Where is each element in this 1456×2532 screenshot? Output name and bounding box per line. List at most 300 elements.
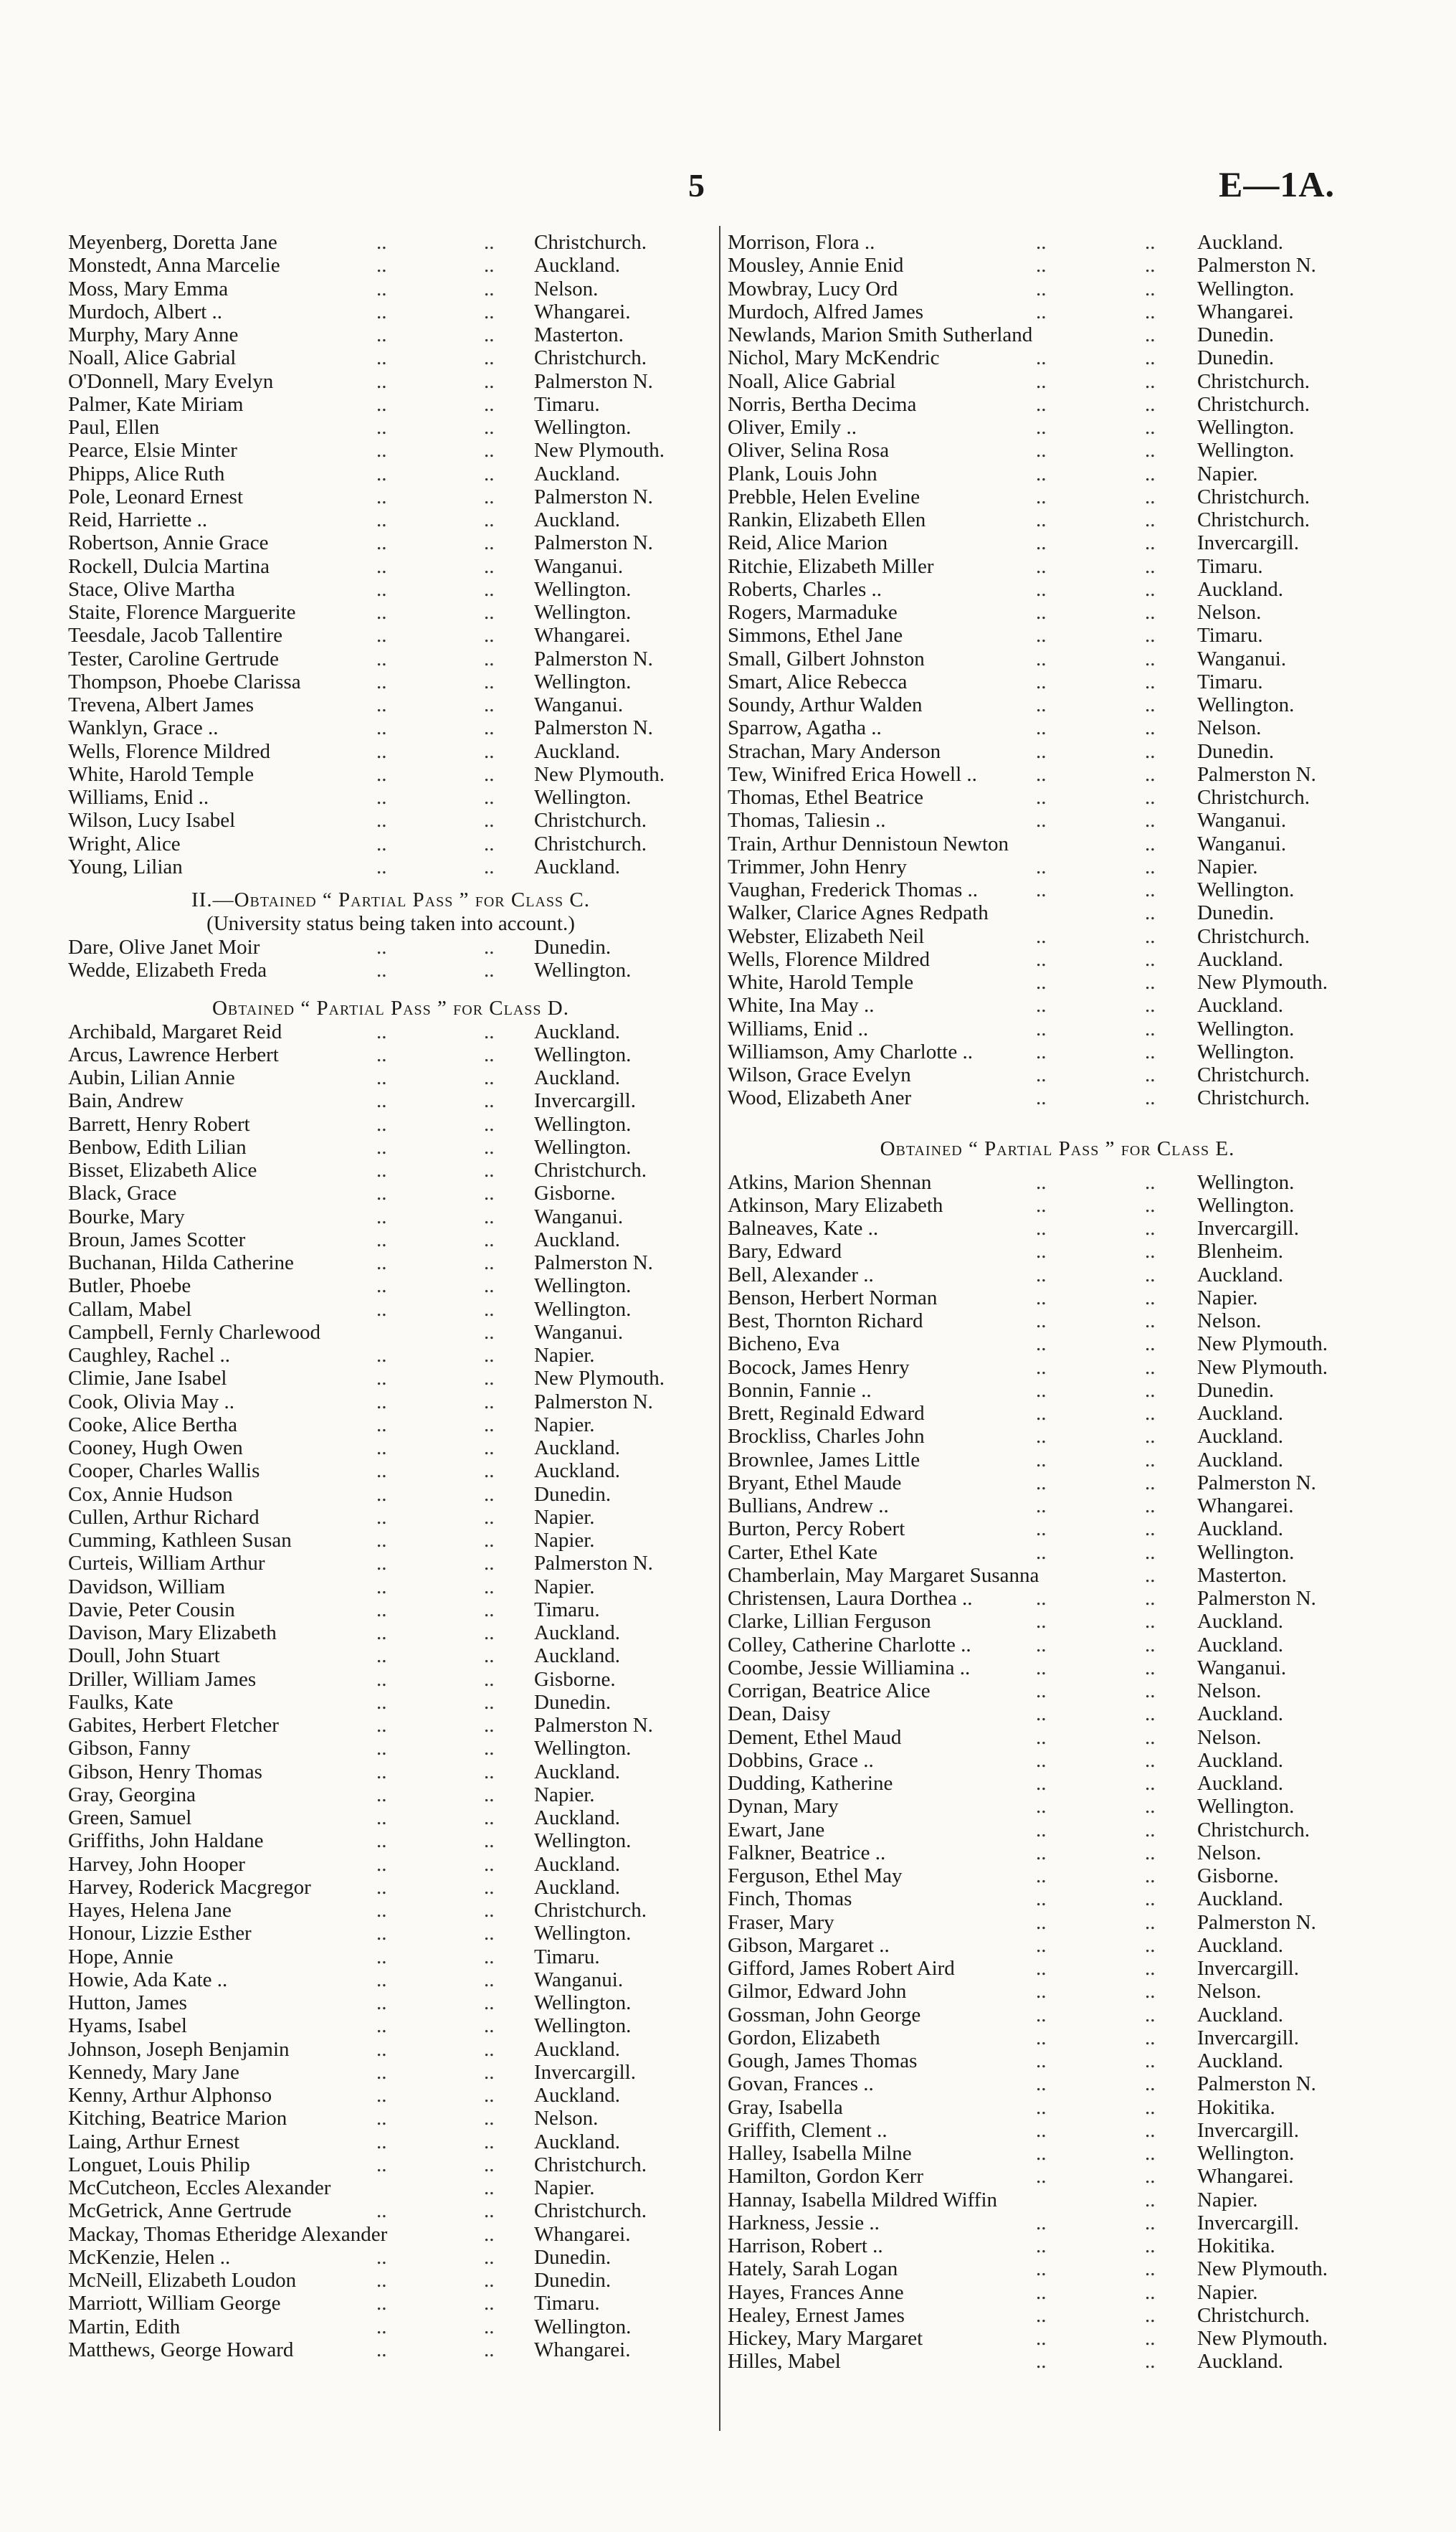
entry-place: Auckland. [534, 2130, 620, 2153]
entry-name: Finch, Thomas [728, 1887, 852, 1911]
entry-place: Hokitika. [1197, 2234, 1275, 2257]
leader-dots: .. [1036, 1355, 1047, 1379]
entry-place: Palmerston N. [534, 647, 653, 670]
list-entry [68, 1089, 713, 1112]
list-entry [728, 855, 1387, 878]
entry-place: Wanganui. [1197, 832, 1287, 855]
entry-place: New Plymouth. [534, 439, 665, 463]
leader-dots: .. [376, 1690, 387, 1714]
list-entry [728, 439, 1387, 462]
entry-place: Dunedin. [534, 2269, 612, 2292]
leader-dots: .. [376, 1505, 387, 1529]
leader-dots: .. [1145, 739, 1156, 763]
leader-dots: .. [484, 1667, 495, 1691]
leader-dots: .. [376, 1760, 387, 1783]
leader-dots: .. [484, 1714, 495, 1737]
leader-dots: .. [1145, 901, 1156, 925]
leader-dots: .. [376, 1020, 387, 1043]
leader-dots: .. [484, 2245, 495, 2269]
entry-place: Dunedin. [534, 2245, 612, 2269]
entry-place: Auckland. [1197, 2350, 1283, 2374]
entry-name: Harkness, Jessie .. [728, 2211, 880, 2234]
entry-place: Auckland. [1197, 1702, 1283, 1726]
leader-dots: .. [376, 392, 387, 416]
leader-dots: .. [1145, 1587, 1156, 1610]
leader-dots: .. [484, 1575, 495, 1598]
leader-dots: .. [1145, 716, 1156, 740]
list-entry [728, 2257, 1387, 2280]
leader-dots: .. [484, 1066, 495, 1089]
leader-dots: .. [1036, 624, 1047, 648]
leader-dots: .. [484, 1043, 495, 1066]
entry-place: Christchurch. [1197, 2303, 1310, 2327]
list-entry [728, 2004, 1387, 2026]
entry-place: Wellington. [534, 1135, 632, 1159]
list-entry [68, 1205, 713, 1228]
list-entry [68, 1436, 713, 1459]
entry-name: Hope, Annie [68, 1945, 173, 1968]
entry-name: Wedde, Elizabeth Freda [68, 959, 267, 982]
entry-place: New Plymouth. [1197, 1355, 1328, 1379]
entry-name: Ewart, Jane [728, 1818, 825, 1841]
entry-place: Auckland. [534, 1852, 620, 1876]
entry-name: Sparrow, Agatha .. [728, 716, 882, 740]
column-divider [719, 226, 720, 2431]
leader-dots: .. [1036, 1017, 1047, 1040]
leader-dots: .. [1145, 994, 1156, 1018]
entry-name: Davie, Peter Cousin [68, 1598, 235, 1621]
leader-dots: .. [1145, 624, 1156, 648]
entry-name: Rogers, Marmaduke [728, 601, 898, 624]
entry-name: Bell, Alexander .. [728, 1263, 874, 1286]
leader-dots: .. [376, 2014, 387, 2038]
entry-name: Atkins, Marion Shennan [728, 1170, 932, 1194]
leader-dots: .. [484, 670, 495, 693]
list-entry [728, 278, 1387, 300]
leader-dots: .. [1036, 878, 1047, 901]
leader-dots: .. [376, 1297, 387, 1321]
leader-dots: .. [1145, 1864, 1156, 1887]
entry-place: Wellington. [1197, 1170, 1295, 1194]
leader-dots: .. [1036, 971, 1047, 994]
leader-dots: .. [1145, 2303, 1156, 2327]
leader-dots: .. [1145, 2211, 1156, 2234]
leader-dots: .. [484, 462, 495, 485]
leader-dots: .. [376, 1482, 387, 1506]
list-entry [728, 925, 1387, 948]
leader-dots: .. [376, 1922, 387, 1945]
leader-dots: .. [1145, 231, 1156, 254]
entry-place: Auckland. [1197, 2003, 1283, 2026]
leader-dots: .. [376, 2037, 387, 2061]
leader-dots: .. [1036, 1887, 1047, 1911]
entry-place: Auckland. [1197, 1402, 1283, 1425]
list-entry [68, 463, 713, 485]
entry-name: Harvey, John Hooper [68, 1852, 245, 1876]
leader-dots: .. [376, 1875, 387, 1899]
list-entry [728, 1841, 1387, 1864]
list-entry [728, 1517, 1387, 1540]
entry-name: Noall, Alice Gabrial [68, 346, 237, 370]
list-entry [68, 346, 713, 369]
entry-name: Gray, Isabella [728, 2095, 843, 2119]
list-entry [728, 1402, 1387, 1425]
leader-dots: .. [484, 1598, 495, 1621]
entry-name: McGetrick, Anne Gertrude [68, 2199, 292, 2223]
leader-dots: .. [376, 1135, 387, 1159]
entry-name: Falkner, Beatrice .. [728, 1841, 886, 1864]
entry-place: Palmerston N. [534, 531, 653, 555]
leader-dots: .. [484, 693, 495, 716]
entry-place: Palmerston N. [1197, 2072, 1316, 2096]
entry-place: Wellington. [534, 1922, 632, 1945]
entry-place: Wellington. [1197, 277, 1295, 300]
leader-dots: .. [484, 1459, 495, 1483]
entry-name: Bocock, James Henry [728, 1355, 910, 1379]
leader-dots: .. [484, 577, 495, 601]
list-entry [68, 254, 713, 277]
entry-place: Wellington. [534, 670, 632, 693]
entry-place: Whangarei. [534, 2338, 631, 2361]
entry-place: Auckland. [534, 2037, 620, 2061]
entry-name: Moss, Mary Emma [68, 277, 229, 300]
entry-place: Auckland. [534, 739, 620, 763]
leader-dots: .. [484, 1783, 495, 1806]
entry-place: Nelson. [1197, 1841, 1262, 1864]
list-entry [728, 670, 1387, 693]
leader-dots: .. [1036, 2211, 1047, 2234]
entry-place: Auckland. [534, 1644, 620, 1668]
leader-dots: .. [376, 254, 387, 278]
leader-dots: .. [1036, 1425, 1047, 1448]
entry-name: Broun, James Scotter [68, 1228, 246, 1251]
leader-dots: .. [1036, 346, 1047, 370]
leader-dots: .. [1036, 1517, 1047, 1541]
list-entry [728, 1040, 1387, 1063]
entry-name: Murdoch, Albert .. [68, 300, 223, 323]
leader-dots: .. [1145, 369, 1156, 393]
list-entry [728, 2211, 1387, 2234]
leader-dots: .. [484, 601, 495, 624]
entry-name: Wright, Alice [68, 832, 181, 855]
list-entry [728, 1263, 1387, 1286]
list-entry [68, 624, 713, 647]
entry-name: Ferguson, Ethel May [728, 1864, 903, 1887]
leader-dots: .. [376, 1945, 387, 1968]
entry-name: Chamberlain, May Margaret Susanna [728, 1563, 1039, 1587]
list-entry [68, 1783, 713, 1806]
list-entry [68, 959, 713, 982]
entry-name: Hilles, Mabel [728, 2350, 841, 2374]
list-entry [68, 1714, 713, 1737]
leader-dots: .. [1145, 254, 1156, 278]
entry-name: Bisset, Elizabeth Alice [68, 1159, 257, 1182]
leader-dots: .. [1145, 2003, 1156, 2026]
entry-name: White, Harold Temple [728, 971, 914, 994]
entry-name: Driller, William James [68, 1667, 257, 1691]
entry-name: Robertson, Annie Grace [68, 531, 269, 555]
leader-dots: .. [376, 2084, 387, 2107]
list-entry [68, 648, 713, 670]
entry-name: Soundy, Arthur Walden [728, 693, 923, 716]
entry-name: Bary, Edward [728, 1240, 842, 1263]
entry-place: Wanganui. [534, 1205, 624, 1228]
leader-dots: .. [376, 1274, 387, 1298]
entry-name: Curteis, William Arthur [68, 1552, 265, 1575]
list-entry [68, 1760, 713, 1783]
entry-name: Murdoch, Alfred James [728, 300, 924, 323]
leader-dots: .. [484, 1089, 495, 1113]
leader-dots: .. [484, 1621, 495, 1644]
list-entry [68, 393, 713, 416]
list-entry [68, 2269, 713, 2292]
list-entry [728, 1726, 1387, 1749]
leader-dots: .. [484, 1390, 495, 1413]
leader-dots: .. [1145, 1402, 1156, 1425]
leader-dots: .. [1036, 554, 1047, 578]
list-entry [68, 555, 713, 578]
entry-place: Wanganui. [1197, 647, 1287, 670]
leader-dots: .. [484, 300, 495, 323]
list-entry [68, 1621, 713, 1644]
entry-name: Gibson, Henry Thomas [68, 1760, 262, 1783]
list-entry [68, 763, 713, 786]
leader-dots: .. [376, 601, 387, 624]
entry-place: Auckland. [534, 2084, 620, 2107]
leader-dots: .. [484, 2222, 495, 2246]
list-entry [68, 1459, 713, 1482]
entry-place: Palmerston N. [534, 716, 653, 740]
list-entry [728, 485, 1387, 508]
entry-name: Wanklyn, Grace .. [68, 716, 219, 740]
leader-dots: .. [1145, 947, 1156, 971]
list-entry [68, 2315, 713, 2338]
entry-place: Wellington. [534, 959, 632, 982]
leader-dots: .. [376, 1598, 387, 1621]
list-entry [728, 1063, 1387, 1086]
entry-name: Davidson, William [68, 1575, 226, 1598]
entry-name: Longuet, Louis Philip [68, 2153, 250, 2176]
leader-dots: .. [484, 1320, 495, 1344]
leader-dots: .. [484, 1529, 495, 1552]
entry-name: Coombe, Jessie Williamina .. [728, 1656, 971, 1679]
leader-dots: .. [376, 1066, 387, 1089]
class-e-list [728, 1171, 1387, 2374]
entry-place: New Plymouth. [1197, 2257, 1328, 2281]
entry-place: Dunedin. [534, 1690, 612, 1714]
entry-name: Strachan, Mary Anderson [728, 739, 941, 763]
entry-name: Griffith, Clement .. [728, 2118, 888, 2142]
entry-place: Christchurch. [1197, 485, 1310, 508]
leader-dots: .. [484, 1228, 495, 1251]
list-entry [68, 1552, 713, 1575]
leader-dots: .. [1036, 2095, 1047, 2119]
list-entry [68, 2130, 713, 2153]
list-entry [728, 1494, 1387, 1517]
leader-dots: .. [484, 1297, 495, 1321]
leader-dots: .. [1036, 809, 1047, 833]
entry-place: Napier. [534, 2176, 595, 2199]
entry-name: Oliver, Emily .. [728, 416, 857, 439]
entry-name: Campbell, Fernly Charlewood [68, 1320, 320, 1344]
right-column [728, 231, 1387, 2374]
entry-name: Nichol, Mary McKendric [728, 346, 940, 370]
entry-place: Wanganui. [534, 1968, 624, 1991]
leader-dots: .. [484, 647, 495, 670]
leader-dots: .. [376, 1205, 387, 1228]
list-entry [728, 1425, 1387, 1448]
entry-place: Wanganui. [1197, 1656, 1287, 1679]
entry-place: Wanganui. [1197, 809, 1287, 833]
leader-dots: .. [484, 855, 495, 878]
entry-place: Palmerston N. [534, 1552, 653, 1575]
list-entry [728, 1541, 1387, 1564]
entry-name: Phipps, Alice Ruth [68, 462, 225, 485]
leader-dots: .. [1145, 508, 1156, 531]
leader-dots: .. [1145, 1933, 1156, 1957]
list-entry [68, 1344, 713, 1367]
entry-name: Rockell, Dulcia Martina [68, 554, 270, 578]
entry-name: Hamilton, Gordon Kerr [728, 2165, 924, 2189]
list-entry [728, 1332, 1387, 1355]
list-entry [728, 948, 1387, 971]
leader-dots: .. [376, 2060, 387, 2084]
leader-dots: .. [1036, 1795, 1047, 1819]
entry-place: Auckland. [1197, 2049, 1283, 2072]
page-number: 5 [688, 167, 705, 204]
entry-place: Christchurch. [534, 231, 647, 254]
leader-dots: .. [1145, 1240, 1156, 1263]
entry-name: Christensen, Laura Dorthea .. [728, 1587, 973, 1610]
list-entry [728, 1471, 1387, 1494]
leader-dots: .. [1036, 1063, 1047, 1086]
leader-dots: .. [1145, 670, 1156, 693]
left-list-continued [68, 231, 713, 878]
leader-dots: .. [1036, 1193, 1047, 1217]
leader-dots: .. [376, 1459, 387, 1483]
class-c-list [68, 936, 713, 982]
entry-place: Palmerston N. [1197, 1471, 1316, 1494]
entry-name: Hayes, Helena Jane [68, 1899, 232, 1922]
leader-dots: .. [376, 1852, 387, 1876]
entry-name: Davison, Mary Elizabeth [68, 1621, 277, 1644]
leader-dots: .. [1145, 1332, 1156, 1356]
list-entry [728, 1217, 1387, 1240]
entry-name: Green, Samuel [68, 1806, 192, 1829]
list-entry [68, 1043, 713, 1066]
entry-place: Wellington. [1197, 416, 1295, 439]
entry-place: Palmerston N. [534, 1251, 653, 1274]
leader-dots: .. [484, 1760, 495, 1783]
entry-place: Invercargill. [1197, 2118, 1299, 2142]
list-entry [68, 2246, 713, 2269]
leader-dots: .. [376, 231, 387, 254]
entry-place: Gisborne. [1197, 1864, 1279, 1887]
entry-place: Auckland. [534, 1066, 620, 1089]
leader-dots: .. [1036, 2072, 1047, 2096]
entry-name: Howie, Ada Kate .. [68, 1968, 228, 1991]
leader-dots: .. [376, 693, 387, 716]
list-entry [68, 1113, 713, 1136]
entry-name: Harvey, Roderick Macgregor [68, 1875, 311, 1899]
class-c-subheading: (University status being taken into account.) [206, 912, 575, 935]
list-entry [728, 463, 1387, 485]
entry-name: Harrison, Robert .. [728, 2234, 883, 2257]
list-entry [728, 1448, 1387, 1471]
leader-dots: .. [484, 2315, 495, 2338]
entry-name: Tester, Caroline Gertrude [68, 647, 279, 670]
leader-dots: .. [376, 762, 387, 786]
leader-dots: .. [376, 1552, 387, 1575]
leader-dots: .. [1145, 1086, 1156, 1110]
list-entry [68, 1922, 713, 1945]
entry-name: Bryant, Ethel Maude [728, 1471, 902, 1494]
list-entry [68, 1182, 713, 1205]
leader-dots: .. [1145, 1471, 1156, 1494]
leader-dots: .. [376, 2199, 387, 2223]
entry-name: Trimmer, John Henry [728, 855, 907, 878]
leader-dots: .. [1145, 2280, 1156, 2304]
leader-dots: .. [1036, 1170, 1047, 1194]
entry-name: Benson, Herbert Norman [728, 1286, 938, 1309]
entry-name: Caughley, Rachel .. [68, 1344, 231, 1367]
list-entry [68, 2199, 713, 2222]
list-entry [68, 601, 713, 624]
entry-place: Masterton. [1197, 1563, 1287, 1587]
list-entry [728, 624, 1387, 647]
entry-place: Auckland. [1197, 1748, 1283, 1772]
list-entry [728, 1634, 1387, 1656]
list-entry [728, 2142, 1387, 2165]
leader-dots: .. [376, 577, 387, 601]
leader-dots: .. [1145, 762, 1156, 786]
entry-place: Palmerston N. [534, 1714, 653, 1737]
leader-dots: .. [1145, 1286, 1156, 1309]
entry-name: Wells, Florence Mildred [728, 947, 930, 971]
leader-dots: .. [484, 277, 495, 300]
leader-dots: .. [376, 2107, 387, 2130]
leader-dots: .. [1036, 1217, 1047, 1240]
list-entry [728, 2119, 1387, 2142]
leader-dots: .. [1036, 485, 1047, 508]
list-entry [68, 1506, 713, 1529]
leader-dots: .. [1036, 1818, 1047, 1841]
leader-dots: .. [1036, 300, 1047, 323]
leader-dots: .. [1145, 786, 1156, 809]
leader-dots: .. [484, 2014, 495, 2038]
leader-dots: .. [1036, 462, 1047, 485]
entry-name: Dare, Olive Janet Moir [68, 936, 260, 959]
list-entry [68, 1991, 713, 2014]
leader-dots: .. [1036, 1656, 1047, 1679]
entry-place: Wellington. [534, 1297, 632, 1321]
entry-name: Buchanan, Hilda Catherine [68, 1251, 294, 1274]
leader-dots: .. [1145, 323, 1156, 346]
leader-dots: .. [484, 1205, 495, 1228]
entry-place: New Plymouth. [1197, 1332, 1328, 1356]
list-entry [728, 833, 1387, 855]
leader-dots: .. [376, 277, 387, 300]
entry-name: Meyenberg, Doretta Jane [68, 231, 277, 254]
entry-name: White, Harold Temple [68, 762, 254, 786]
entry-name: Bonnin, Fannie .. [728, 1378, 872, 1402]
leader-dots: .. [376, 1575, 387, 1598]
entry-place: Napier. [534, 1413, 595, 1436]
leader-dots: .. [1145, 1980, 1156, 2004]
entry-name: Butler, Phoebe [68, 1274, 191, 1298]
leader-dots: .. [376, 1436, 387, 1459]
leader-dots: .. [1145, 577, 1156, 601]
